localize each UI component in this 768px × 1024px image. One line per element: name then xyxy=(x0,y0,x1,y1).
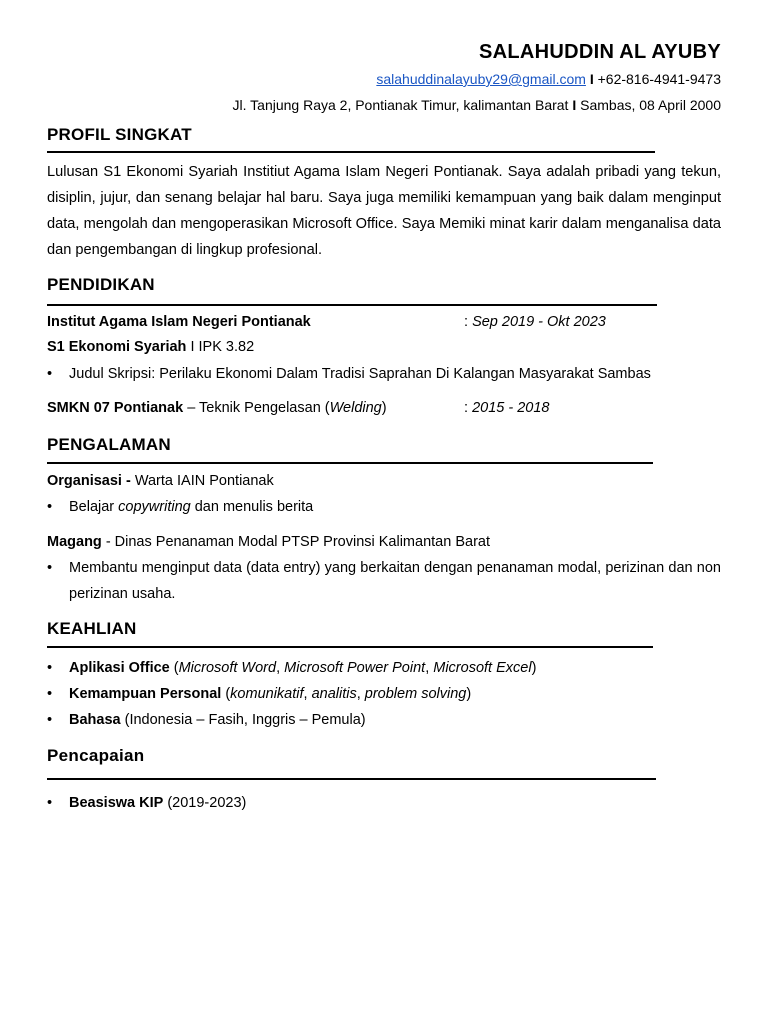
section-heading-pencapaian: Pencapaian xyxy=(47,746,145,765)
degree-line xyxy=(47,339,254,355)
email-link[interactable]: salahuddinalayuby29@gmail.com xyxy=(376,71,586,87)
internship-line xyxy=(47,534,490,550)
bullet-icon: • xyxy=(47,660,53,676)
address: Jl. Tanjung Raya 2, Pontianak Timur, kalimantan Barat xyxy=(232,97,569,113)
resume-page: SALAHUDDIN AL AYUBY salahuddinalayuby29@gmail.com I +62-816-4941-9473 Jl. Tanjung Raya 2, Pontianak Timur, kalimantan Barat I Sambas, 08 April 2000 PROFIL SINGKAT Lulusan S1 Ekonomi Syariah Institiut Agama Islam Negeri Pontianak. Saya adalah pribadi yang tekun, disiplin, jujur, dan senang belajar hal baru. Saya juga memiliki kemampuan yang baik dalam menginput data, mengolah dan mengoperasikan Microsoft Office. Saya Memiki minat karir dalam menganalisa data dan pengembangan di lingkup profesional. PENDIDIKAN Institut Agama Islam Negeri Pontianak : Sep 2019 - Okt 2023 S1 Ekonomi Syariah I IPK 3.82 • Judul Skripsi: Perilaku Ekonomi Dalam Tradisi Saprahan Di Kalangan Masyarakat Sambas SMKN 07 Pontianak – Teknik Pengelasan (Welding) : 2015 - 2018 PENGALAMAN Organisasi - Warta IAIN Pontianak • Belajar copywriting dan menulis berita Magang - Dinas Penanaman Modal PTSP Provinsi Kalimantan Barat • Membantu menginput data (data entry) yang berkaitan dengan penanaman modal, perizinan dan non perizinan usaha. KEAHLIAN • Aplikasi Office (Microsoft Word, Microsoft Power Point, Microsoft Excel) • Kemampuan Personal (komunikatif, analitis, problem solving) • Bahasa (Indonesia – Fasih, Inggris – Pemula) Pencapaian • Beasiswa KIP (2019-2023) xyxy=(47,0,721,1024)
phone-number: +62-816-4941-9473 xyxy=(597,71,721,87)
bullet-icon: • xyxy=(47,712,53,728)
contact-line xyxy=(376,71,721,87)
bullet-icon: • xyxy=(47,499,53,515)
university-name: Institut Agama Islam Negeri Pontianak xyxy=(47,314,311,330)
address-line xyxy=(233,97,721,113)
school-name: SMKN 07 Pontianak xyxy=(47,400,184,416)
separator: I xyxy=(589,71,594,87)
birth-info: Sambas, 08 April 2000 xyxy=(580,97,721,113)
section-heading-keahlian: KEAHLIAN xyxy=(47,619,137,638)
section-divider xyxy=(47,778,656,780)
internship-task: Membantu menginput data (data entry) yang berkaitan dengan penanaman modal, perizinan dan non perizinan usaha. xyxy=(69,560,721,602)
bullet-icon: • xyxy=(47,795,53,811)
separator: I xyxy=(572,97,577,113)
university-date: : Sep 2019 - Okt 2023 xyxy=(464,314,606,330)
section-heading-pendidikan: PENDIDIKAN xyxy=(47,275,155,294)
organization-line xyxy=(47,473,274,489)
gpa: I IPK 3.82 xyxy=(190,339,255,355)
section-divider xyxy=(47,304,657,306)
section-divider xyxy=(47,646,653,648)
section-divider xyxy=(47,462,653,464)
education-school: SMKN 07 Pontianak – Teknik Pengelasan (Welding) xyxy=(47,400,387,416)
school-major: Welding xyxy=(329,400,382,416)
organization-label: Organisasi - xyxy=(47,473,131,489)
section-heading-pengalaman: PENGALAMAN xyxy=(47,435,171,454)
school-period: 2015 - 2018 xyxy=(472,400,550,416)
thesis-title: Judul Skripsi: Perilaku Ekonomi Dalam Tradisi Saprahan Di Kalangan Masyarakat Sambas xyxy=(69,366,651,382)
internship-value: - Dinas Penanaman Modal PTSP Provinsi Kalimantan Barat xyxy=(105,534,490,550)
internship-label: Magang xyxy=(47,534,102,550)
bullet-icon: • xyxy=(47,686,53,702)
education-university xyxy=(47,314,311,330)
award-name: Beasiswa KIP xyxy=(69,795,164,811)
section-heading-profil: PROFIL SINGKAT xyxy=(47,125,192,144)
degree-name: S1 Ekonomi Syariah xyxy=(47,339,187,355)
bullet-icon: • xyxy=(47,366,53,382)
profile-summary: Lulusan S1 Ekonomi Syariah Institiut Agama Islam Negeri Pontianak. Saya adalah pribadi yang tekun, disiplin, jujur, dan senang belajar hal baru. Saya juga memiliki kemampuan yang baik dalam menginput data, mengolah dan mengoperasikan Microsoft Office. Saya Memiki minat karir dalam menganalisa data dan pengembangan di lingkup profesional. xyxy=(47,164,721,258)
candidate-name: SALAHUDDIN AL AYUBY xyxy=(478,41,721,63)
section-divider xyxy=(47,151,655,153)
school-date: : 2015 - 2018 xyxy=(464,400,550,416)
award-period: (2019-2023) xyxy=(167,795,247,811)
bullet-icon: • xyxy=(47,560,53,576)
university-period: Sep 2019 - Okt 2023 xyxy=(472,314,606,330)
organization-value: Warta IAIN Pontianak xyxy=(134,473,274,489)
